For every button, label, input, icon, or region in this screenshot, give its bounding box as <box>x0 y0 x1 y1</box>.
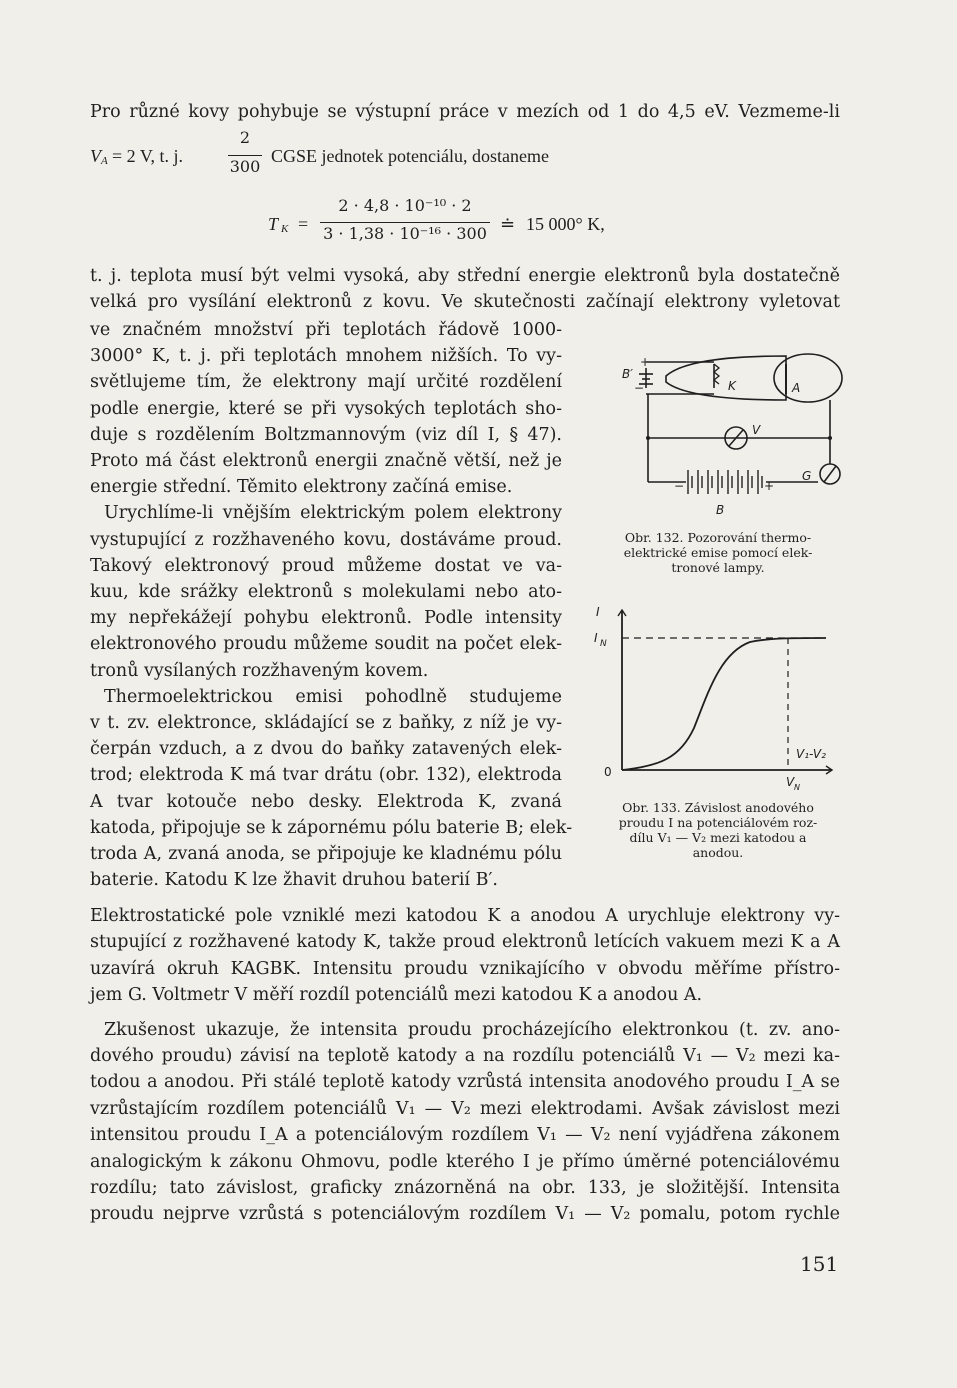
caption-line: Obr. 133. Závislost anodového <box>622 800 814 815</box>
text-line: tronů vysílaných rozžhaveným kovem. <box>90 660 429 681</box>
eq1-fraction-bar <box>228 155 262 156</box>
text-line: ve značném množství při teplotách řádově 1000- <box>90 320 562 340</box>
eq2-equals: = <box>298 214 309 234</box>
figure-132-caption <box>588 530 848 575</box>
label-i: I <box>596 605 600 619</box>
eq2-approx: ≐ <box>500 214 516 234</box>
label-minus-top: − <box>634 381 645 395</box>
figure-133-graph <box>590 598 850 794</box>
page-number: 151 <box>800 1252 839 1276</box>
label-in-sub: N <box>600 639 607 649</box>
text-line: baterie. Katodu K lze žhavit druhou baterií B′. <box>90 870 498 891</box>
eq2-result: 15 000° K, <box>526 214 605 234</box>
label-v: V <box>752 423 761 437</box>
label-v-diff: V₁-V₂ <box>796 747 826 761</box>
eq2-lhs: T <box>268 214 279 234</box>
eq1-den: 300 <box>229 157 261 176</box>
eq1-lhs: V <box>90 146 101 166</box>
caption-line: tronové lampy. <box>671 560 765 575</box>
eq2-den: 3 · 1,38 · 10⁻¹⁶ · 300 <box>323 224 487 243</box>
text-line: Urychlíme-li vnějším elektrickým polem elektrony <box>104 503 562 524</box>
eq1-mid: = 2 V, t. j. <box>112 146 184 166</box>
label-in: I <box>594 631 598 645</box>
text-line: velká pro vysílání elektronů z kovu. Ve skutečnosti začínají elektrony vyletovat <box>90 292 840 312</box>
text-line: dového proudu) závisí na teplotě katody a na rozdílu potenciálů V₁ — V₂ mezi ka- <box>90 1046 840 1066</box>
text-line: vzrůstajícím rozdílem potenciálů V₁ — V₂ mezi elektrodami. Avšak závislost mezi <box>90 1098 840 1119</box>
label-b-prime: B′ <box>622 367 633 381</box>
text-line: jem G. Voltmetr V měří rozdíl potenciálů mezi katodou K a anodou A. <box>90 985 703 1006</box>
label-minus-bottom: − <box>674 479 685 493</box>
text-line: Pro různé kovy pohybuje se výstupní práce v mezích od 1 do 4,5 eV. Vezmeme-li <box>90 102 840 122</box>
label-a: A <box>792 381 801 395</box>
text-line: todou a anodou. Při stálé teplotě katody vzrůstá intensita anodového proudu I_A se <box>90 1072 840 1093</box>
text-line: t. j. teplota musí být velmi vysoká, aby střední energie elektronů byla dostatečně <box>90 266 840 286</box>
label-vn-sub: N <box>794 783 800 792</box>
label-plus-top: + <box>640 355 651 369</box>
caption-line: dílu V₁ — V₂ mezi katodou a <box>629 830 807 845</box>
text-line: vystupující z rozžhaveného kovu, dostáváme proud. <box>90 529 562 550</box>
text-line: čerpán vzduch, a z dvou do baňky zatavených elek- <box>90 739 562 760</box>
text-line: kuu, kde srážky elektronů s molekulami nebo ato- <box>90 582 562 602</box>
text-line: světlujeme tím, že elektrony mají určité rozdělení <box>90 372 562 393</box>
text-line: troda A, zvaná anoda, se připojuje ke kladnému pólu <box>90 844 562 864</box>
label-k: K <box>728 379 736 393</box>
label-g: G <box>802 469 812 483</box>
text-line: trod; elektroda K má tvar drátu (obr. 132), elektroda <box>90 765 562 786</box>
text-line: proudu nejprve vzrůstá s potenciálovým rozdílem V₁ — V₂ pomalu, potom rychle <box>90 1204 840 1225</box>
text-line: A tvar kotouče nebo desky. Elektroda K, zvaná <box>90 791 562 812</box>
text-line: uzavírá okruh KAGBK. Intensitu proudu vznikajícího v obvodu měříme přístro- <box>90 958 840 979</box>
text-line: Thermoelektrickou emisi pohodlně studujeme <box>104 686 562 707</box>
text-line: v t. zv. elektronce, skládající se z baňky, z níž je vy- <box>90 713 562 733</box>
figure-133-caption <box>588 800 848 860</box>
label-vn: V <box>786 775 795 789</box>
eq1-rest: CGSE jednotek potenciálu, dostaneme <box>271 146 549 166</box>
text-line: duje s rozdělením Boltzmannovým (viz díl I, § 47). <box>90 424 562 445</box>
text-line: Proto má část elektronů energii značně větší, než je <box>90 451 562 471</box>
label-zero: 0 <box>604 765 612 779</box>
text-line: Elektrostatické pole vzniklé mezi katodou K a anodou A urychluje elektrony vy- <box>90 906 840 926</box>
text-line: rozdílu; tato závislost, graficky znázorněná na obr. 133, je složitější. Intensita <box>90 1178 840 1198</box>
eq1-num: 2 <box>239 128 251 147</box>
text-line: podle energie, které se při vysokých teplotách sho- <box>90 398 562 419</box>
text-line: stupující z rozžhavené katody K, takže proud elektronů letících vakuem mezi K a A <box>90 932 840 953</box>
caption-line: elektrické emise pomocí elek- <box>623 545 813 560</box>
text-line: Takový elektronový proud můžeme dostat ve va- <box>90 555 562 576</box>
figure-132-circuit <box>596 338 854 518</box>
eq1-lhs-sub: A <box>101 155 108 167</box>
label-b: B <box>716 503 725 517</box>
caption-line: anodou. <box>692 845 744 860</box>
caption-line: proudu I na potenciálovém roz- <box>618 815 818 830</box>
text-line: Zkušenost ukazuje, že intensita proudu procházejícího elektronkou (t. zv. ano- <box>104 1019 840 1040</box>
text-line: intensitou proudu I_A a potenciálovým rozdílem V₁ — V₂ není vyjádřena zákonem <box>90 1125 840 1146</box>
text-line: energie střední. Těmito elektrony začíná emise. <box>90 477 513 498</box>
caption-line: Obr. 132. Pozorování thermo- <box>624 530 812 545</box>
eq2-fraction-bar <box>320 222 490 223</box>
battery-b <box>688 470 762 494</box>
text-line: my nepřekážejí pohybu elektronů. Podle intensity <box>90 608 562 629</box>
text-line: analogickým k zákonu Ohmovu, podle kterého I je přímo úměrné potenciálovému <box>90 1151 840 1172</box>
eq2-num: 2 · 4,8 · 10⁻¹⁰ · 2 <box>338 196 472 215</box>
text-line: elektronového proudu můžeme soudit na počet elek- <box>90 634 562 655</box>
text-line: katoda, připojuje se k zápornému pólu baterie B; elek- <box>90 817 573 838</box>
label-plus-bottom: + <box>764 479 775 493</box>
eq2-lhs-sub: K <box>281 223 289 235</box>
text-line: 3000° K, t. j. při teplotách mnohem nižších. To vy- <box>90 346 562 367</box>
